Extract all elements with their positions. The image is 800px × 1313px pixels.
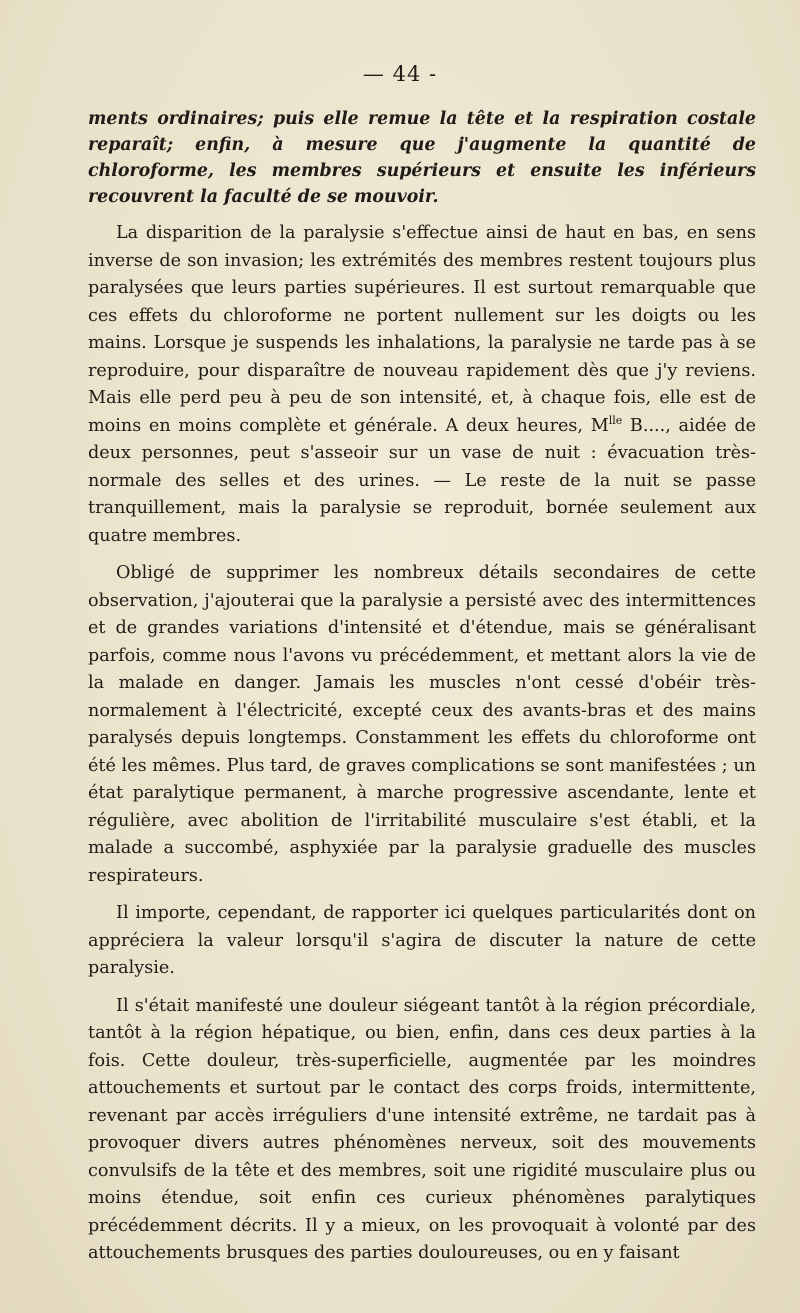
paragraph-2-text: La disparition de la paralysie s'effectue ainsi de haut en bas, en sens inverse de son invasion; les extrémités des membres restent toujours plus paralysées que leurs parties supérieures. Il est surtout remarquable que ces effets du chloroforme ne portent nullement sur les doigts ou les mains. Lorsque je suspends les inhalations, la paralysie ne tarde pas à se reproduire, pour disparaître de nouveau rapidement dès que j'y reviens. Mais elle perd peu à peu de son intensité, et, à chaque fois, elle est de moins en moins complète et générale. A deux heures, (88, 223, 756, 436)
paragraph-2-continuation: B...., aidée de deux personnes, peut s'asseoir sur un vase de nuit : évacuation très-normale des selles et des urines. — Le reste de la nuit se passe tranquillement, mais la paralysie se reproduit, bornée seulement aux quatre membres. (88, 415, 757, 546)
honorific-title: M (590, 415, 609, 436)
paragraph-3: Obligé de supprimer les nombreux détails secondaires de cette observation, j'ajouterai que la paralysie a persisté avec des intermittences et de grandes variations d'intensité et d'étendue, mais se généralisant parfois, comme nous l'avons vu précédemment, et mettant alors la vie de la malade en danger. Jamais les muscles n'ont cessé d'obéir très-normalement à l'électricité, excepté ceux des avants-bras et des mains paralysés depuis longtemps. Constamment les effets du chloroforme ont été les mêmes. Plus tard, de graves complications se sont manifestées ; un état paralytique permanent, à marche progressive ascendante, lente et régulière, avec abolition de l'irritabilité musculaire s'est établi, et la malade a succombé, asphyxiée par la paralysie graduelle des muscles respirateurs. (88, 563, 756, 886)
paragraph-4: Il importe, cependant, de rapporter ici quelques particularités dont on appréciera la valeur lorsqu'il s'agira de discuter la nature de cette paralysie. (88, 903, 756, 978)
paragraph-1: ments ordinaires; puis elle remue la tête et la respiration costale reparaît; enfin, à mesure que j'augmente la quantité de chloroforme, les membres supérieurs et ensuite les inférieurs recouvrent la faculté de se mouvoir. (88, 109, 756, 207)
honorific-superscript: lle (608, 413, 623, 427)
page-number: — 44 - (362, 62, 438, 86)
paragraph-2 (88, 220, 756, 550)
body-text (88, 106, 756, 1268)
paragraph-5: Il s'était manifesté une douleur siégeant tantôt à la région précordiale, tantôt à la région hépatique, ou bien, enfin, dans ces deux parties à la fois. Cette douleur, très-superficielle, augmentée par les moindres attouchements et surtout par le contact des corps froids, intermittente, revenant par accès irréguliers d'une intensité extrême, ne tardait pas à provoquer divers autres phénomènes nerveux, soit des mouvements convulsifs de la tête et des membres, soit une rigidité musculaire plus ou moins étendue, soit enfin ces curieux phénomènes paralytiques précédemment décrits. Il y a mieux, on les provoquait à volonté par des attouchements brusques des parties douloureuses, ou en y faisant (88, 995, 756, 1263)
